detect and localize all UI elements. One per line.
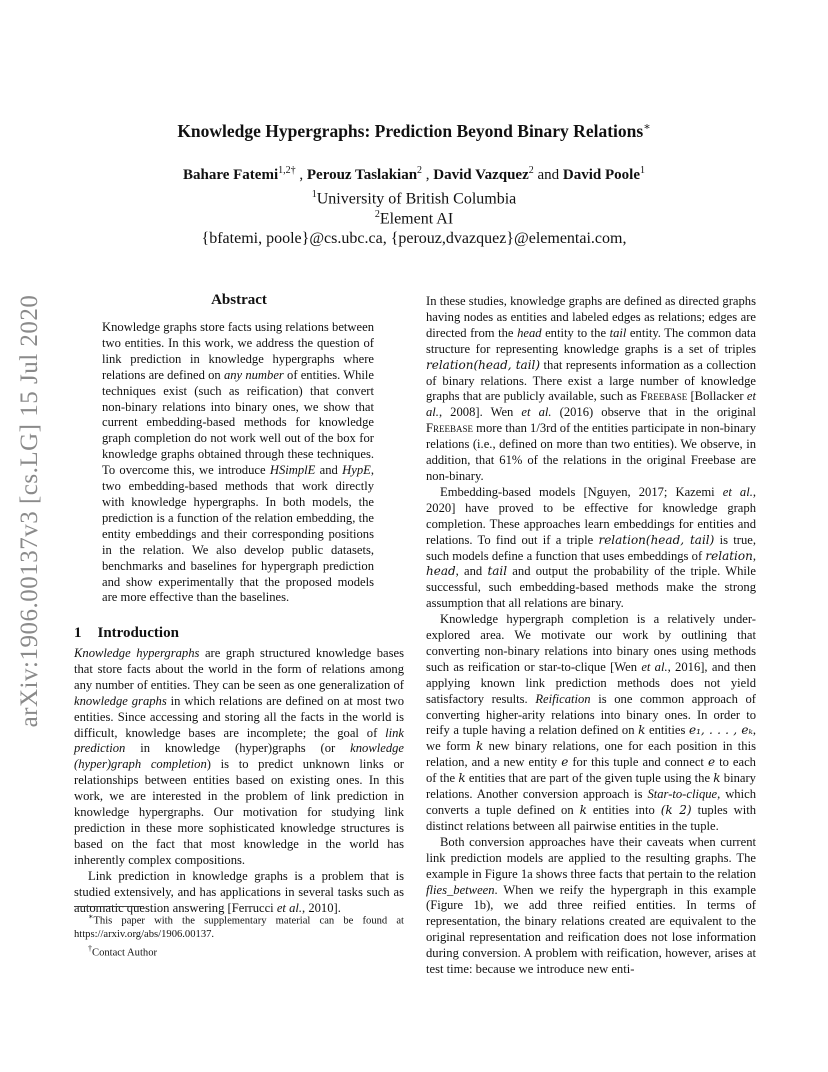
arxiv-sidebar-stamp — [9, 296, 51, 726]
paragraph: Link prediction in knowledge graphs is a problem that is studied extensively, and has applications in several tasks such as automatic question answering [Ferrucci et al., 2010]. — [74, 868, 404, 915]
paragraph: Both conversion approaches have their caveats when current link prediction models are applied to the resulting graphs. The example in Figure 1a shows three facts that pertain to the relation flies_between. When we reify the hypergraph in this example (Figure 1b), we add three reified entities. In terms of representation, the binary relations created are equivalent to the original representation and reification does not lose information during conversion. A problem with reification, however, arises at test time: because we introduce new enti- — [426, 834, 756, 977]
intro-text — [74, 646, 404, 916]
arxiv-id: arXiv:1906.00137v3 [cs.LG] 15 Jul 2020 — [16, 294, 43, 728]
author-name: David Poole — [562, 167, 640, 183]
paragraph: Knowledge hypergraph completion is a relatively under-explored area. We motivate our work by outlining that converting non-binary relations into binary ones using methods such as reification or star-to-clique [Wen et al., 2016], and then applying known link prediction methods does not yield satisfactory results. Reification is one common approach of converting higher-arity relations into binary ones. In order to reify a tuple having a relation defined on k entities e₁, . . . , eₖ, we form k new binary relations, one for each position in this relation, and a new entity e for this tuple and connect e to each of the k entities that are part of the given tuple using the k binary relations. Another conversion approach is Star-to-clique, which converts a tuple defined on k entities into (k 2) tuples with distinct relations between all pairwise entities in the tuple. — [426, 612, 757, 833]
paragraph: Embedding-based models [Nguyen, 2017; Kazemi et al., 2020] have proved to be effective for knowledge graph completion. These approaches learn embeddings for entities and relations. To find out if a triple relation(head, tail) is true, such models define a function that uses embeddings of relation, head, and tail and output the probability of the triple. While successful, such embedding-based methods make the strong assumption that all relations are binary. — [426, 484, 756, 611]
affiliation: $^2$Element AI — [374, 209, 454, 228]
footnotes — [74, 910, 404, 960]
section-heading: 1 Introduction — [74, 625, 179, 641]
paragraph: In these studies, knowledge graphs are defined as directed graphs having nodes as entities and labeled edges as relations; edges are directed from the head entity to the tail entity. The common data structure for representing knowledge graphs is a set of triples relation(head, tail) that represents information as a collection of binary relations. There exist a large number of knowledge graphs that are publicly available, such as Freebase [Bollacker et al., 2008]. Wen et al. (2016) observe that in the original Freebase more than 1/3rd of the entities participate in non-binary relations (i.e., defined on more than two entities). We observe, in addition, that 61% of the relations in the original Freebase are non-binary. — [426, 294, 757, 483]
abstract-heading: Abstract — [211, 292, 267, 308]
author-name: David Vazquez — [433, 167, 529, 183]
footnote: ∗This paper with the supplementary material can be found at https://arxiv.org/abs/1906.00137. — [74, 912, 404, 941]
paragraph: Knowledge hypergraphs are graph structured knowledge bases that store facts about the world in the form of relations among any number of entities. They can be seen as one generalization of knowledge graphs in which relations are defined on at most two entities. Since accessing and storing all the facts in the world is difficult, knowledge bases are incomplete; the goal of link prediction in knowledge (hyper)graphs (or knowledge (hyper)graph completion) is to predict unknown links or relationships between entities based on existing ones. In this work, we are interested in the problem of link prediction in knowledge hypergraphs. Our motivation for studying link prediction in these more sophisticated knowledge structures is based on the fact that most knowledge in the world has inherently complex compositions. — [74, 646, 405, 867]
author-emails: {bfatemi, poole}@cs.ubc.ca, {perouz,dvazquez}@elementai.com, — [201, 230, 627, 247]
author-name: Bahare Fatemi — [183, 167, 279, 183]
author-name: Perouz Taslakian — [306, 167, 418, 183]
author-list: Bahare Fatemi$^{1,2\dagger}$ , Perouz Taslakian$^2$ , David Vazquez$^2$ and David Poole$^1$ — [183, 165, 645, 183]
affiliation: $^1$University of British Columbia — [311, 189, 517, 208]
abstract-text: Knowledge graphs store facts using relations between two entities. In this work, we address the question of link prediction in knowledge hypergraphs where relations are defined on any number of entities. While techniques exist (such as reification) that convert non-binary relations into binary ones, we show that current embedding-based methods for knowledge graph completion do not work well out of the box for knowledge graphs obtained through these techniques. To overcome this, we introduce HSimplE and HypE, two embedding-based methods that work directly with knowledge hypergraphs. In both models, the prediction is a function of the relation embedding, the entity embeddings and their corresponding positions in the relation. We also develop public datasets, benchmarks and baselines for hypergraph prediction and show experimentally that the proposed models are more effective than the baselines. — [102, 320, 374, 605]
footnote: †Contact Author — [88, 943, 158, 959]
right-column-text — [426, 294, 756, 978]
title-footnote-mark: ∗ — [643, 121, 651, 133]
footnote-rule — [74, 906, 144, 907]
paper-title: Knowledge Hypergraphs: Prediction Beyond Binary Relations∗ — [177, 120, 651, 141]
